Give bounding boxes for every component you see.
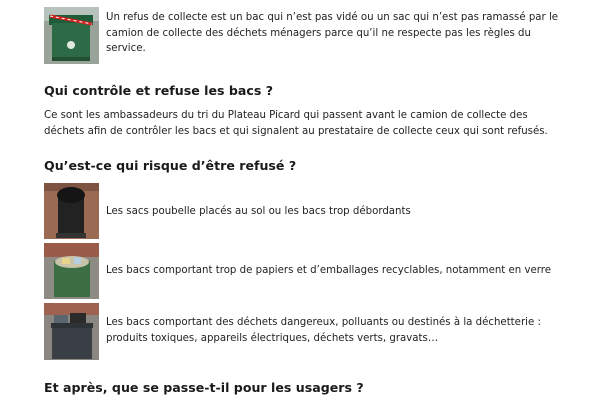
item3-photo (44, 303, 99, 360)
heading-what-refused: Qu’est-ce qui risque d’être refusé ? (44, 158, 297, 173)
item1-photo (44, 183, 99, 239)
section1-text: Ce sont les ambassadeurs du tri du Plateau Picard qui passent avant le camion de collecte des déchets afin de contrôler les bacs et qui signalent au prestataire de collecte ceux qui sont refusés. (44, 110, 548, 137)
item3-text: Les bacs comportant des déchets dangereux, polluants ou destinés à la déchetterie : produits toxiques, appareils électriques, déchets verts, gravats… (106, 317, 541, 344)
intro-photo (44, 7, 99, 64)
item2-text: Les bacs comportant trop de papiers et d’emballages recyclables, notamment en verre (106, 265, 552, 276)
item1-text: Les sacs poubelle placés au sol ou les bacs trop débordants (106, 206, 411, 217)
heading-what-next: Et après, que se passe-t-il pour les usagers ? (44, 380, 364, 395)
item2-photo (44, 243, 99, 299)
intro-text: Un refus de collecte est un bac qui n’est pas vidé ou un sac qui n’est pas ramassé par le camion de collecte des déchets ménagers parce qu’il ne respecte pas les règles du service. (106, 12, 559, 54)
heading-who-controls: Qui contrôle et refuse les bacs ? (44, 83, 274, 98)
